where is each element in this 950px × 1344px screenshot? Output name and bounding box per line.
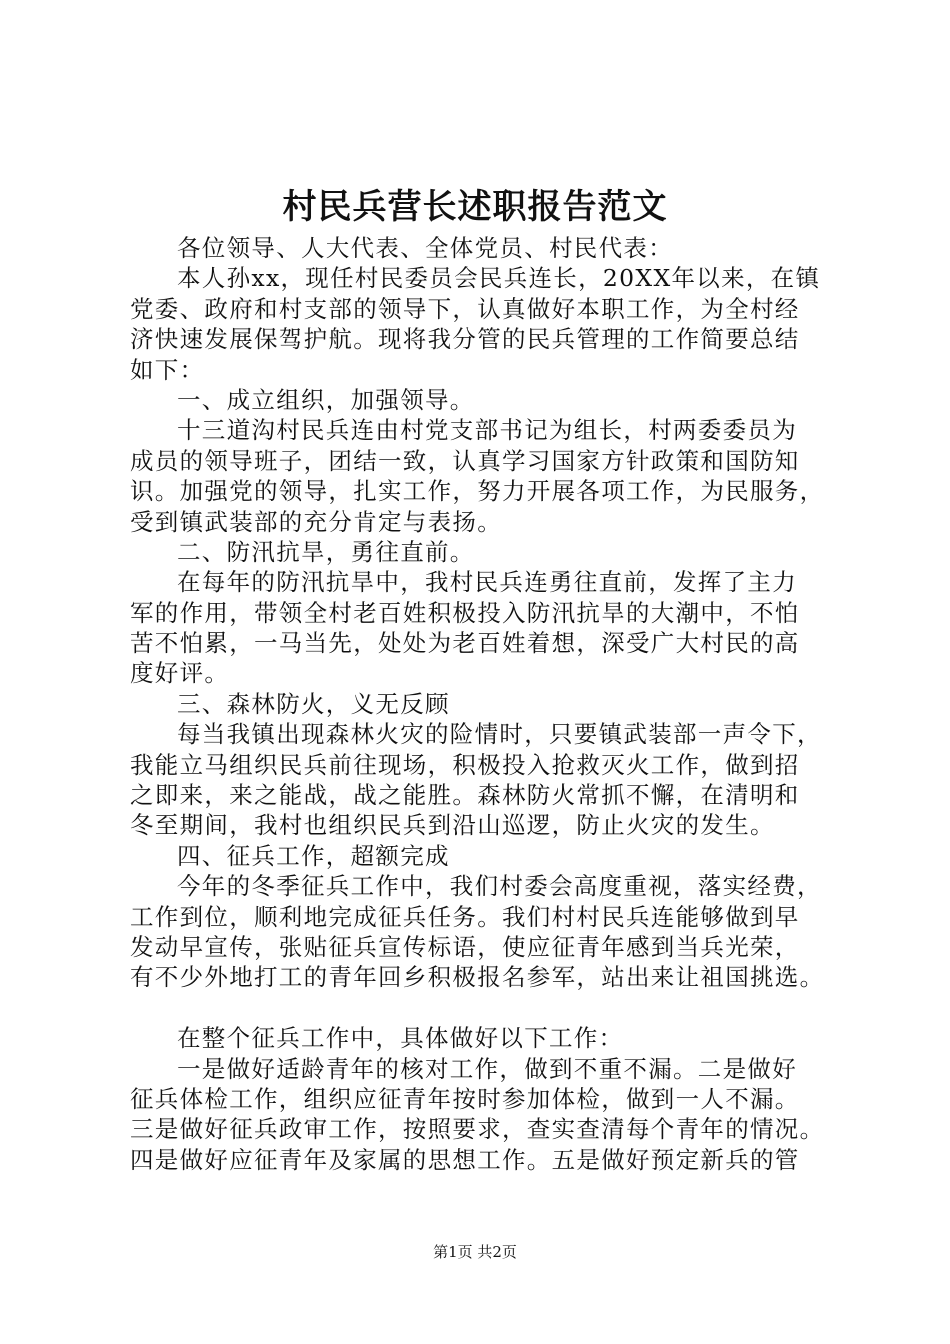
text-line: 在每年的防汛抗旱中，我村民兵连勇往直前，发挥了主力 bbox=[177, 568, 797, 597]
text-line: 三、森林防火，义无反顾 bbox=[177, 689, 450, 718]
text-line: 三是做好征兵政审工作，按照要求，查实查清每个青年的情况。 bbox=[130, 1115, 825, 1144]
text-line: 征兵体检工作，组织应征青年按时参加体检，做到一人不漏。 bbox=[130, 1084, 800, 1113]
text-line: 我能立马组织民兵前往现场，积极投入抢救灭火工作，做到招 bbox=[130, 750, 800, 779]
text-line: 度好评。 bbox=[130, 659, 230, 688]
text-line: 一是做好适龄青年的核对工作，做到不重不漏。二是做好 bbox=[177, 1054, 797, 1083]
text-line: 党委、政府和村支部的领导下，认真做好本职工作，为全村经 bbox=[130, 294, 800, 323]
text-line: 在整个征兵工作中，具体做好以下工作： bbox=[177, 1024, 624, 1053]
text-line: 一、成立组织，加强领导。 bbox=[177, 385, 475, 414]
text-line bbox=[130, 993, 830, 1023]
text-line: 苦不怕累，一马当先，处处为老百姓着想，深受广大村民的高 bbox=[130, 629, 800, 658]
text-line: 之即来，来之能战，战之能胜。森林防火常抓不懈，在清明和 bbox=[130, 781, 800, 810]
text-line: 各位领导、人大代表、全体党员、村民代表： bbox=[177, 234, 673, 262]
text-line: 济快速发展保驾护航。现将我分管的民兵管理的工作简要总结 bbox=[130, 325, 800, 354]
text-line: 识。加强党的领导，扎实工作，努力开展各项工作，为民服务， bbox=[130, 477, 825, 506]
text-line: 四是做好应征青年及家属的思想工作。五是做好预定新兵的管 bbox=[130, 1145, 800, 1174]
text-line: 本人孙xx，现任村民委员会民兵连长，20XX年以来，在镇 bbox=[177, 264, 821, 293]
text-line: 二、防汛抗旱，勇往直前。 bbox=[177, 537, 475, 566]
text-line: 军的作用，带领全村老百姓积极投入防汛抗旱的大潮中，不怕 bbox=[130, 598, 800, 627]
page-footer: 第1页 共2页 bbox=[433, 1243, 517, 1261]
text-line: 受到镇武装部的充分肯定与表扬。 bbox=[130, 507, 502, 536]
document-body bbox=[130, 233, 830, 1175]
text-line: 四、征兵工作，超额完成 bbox=[177, 841, 450, 870]
text-line: 每当我镇出现森林火灾的险情时，只要镇武装部一声令下， bbox=[177, 720, 822, 749]
text-line: 如下： bbox=[130, 355, 205, 384]
text-line: 有不少外地打工的青年回乡积极报名参军，站出来让祖国挑选。 bbox=[130, 963, 825, 992]
text-line: 工作到位，顺利地完成征兵任务。我们村村民兵连能够做到早 bbox=[130, 902, 800, 931]
text-line: 成员的领导班子，团结一致，认真学习国家方针政策和国防知 bbox=[130, 446, 800, 475]
text-line: 十三道沟村民兵连由村党支部书记为组长，村两委委员为 bbox=[177, 416, 797, 445]
text-line: 冬至期间，我村也组织民兵到沿山巡逻，防止火灾的发生。 bbox=[130, 811, 775, 840]
text-line: 今年的冬季征兵工作中，我们村委会高度重视，落实经费， bbox=[177, 872, 822, 901]
text-line: 发动早宣传，张贴征兵宣传标语，使应征青年感到当兵光荣， bbox=[130, 932, 800, 961]
document-title: 村民兵营长述职报告范文 bbox=[282, 187, 668, 227]
